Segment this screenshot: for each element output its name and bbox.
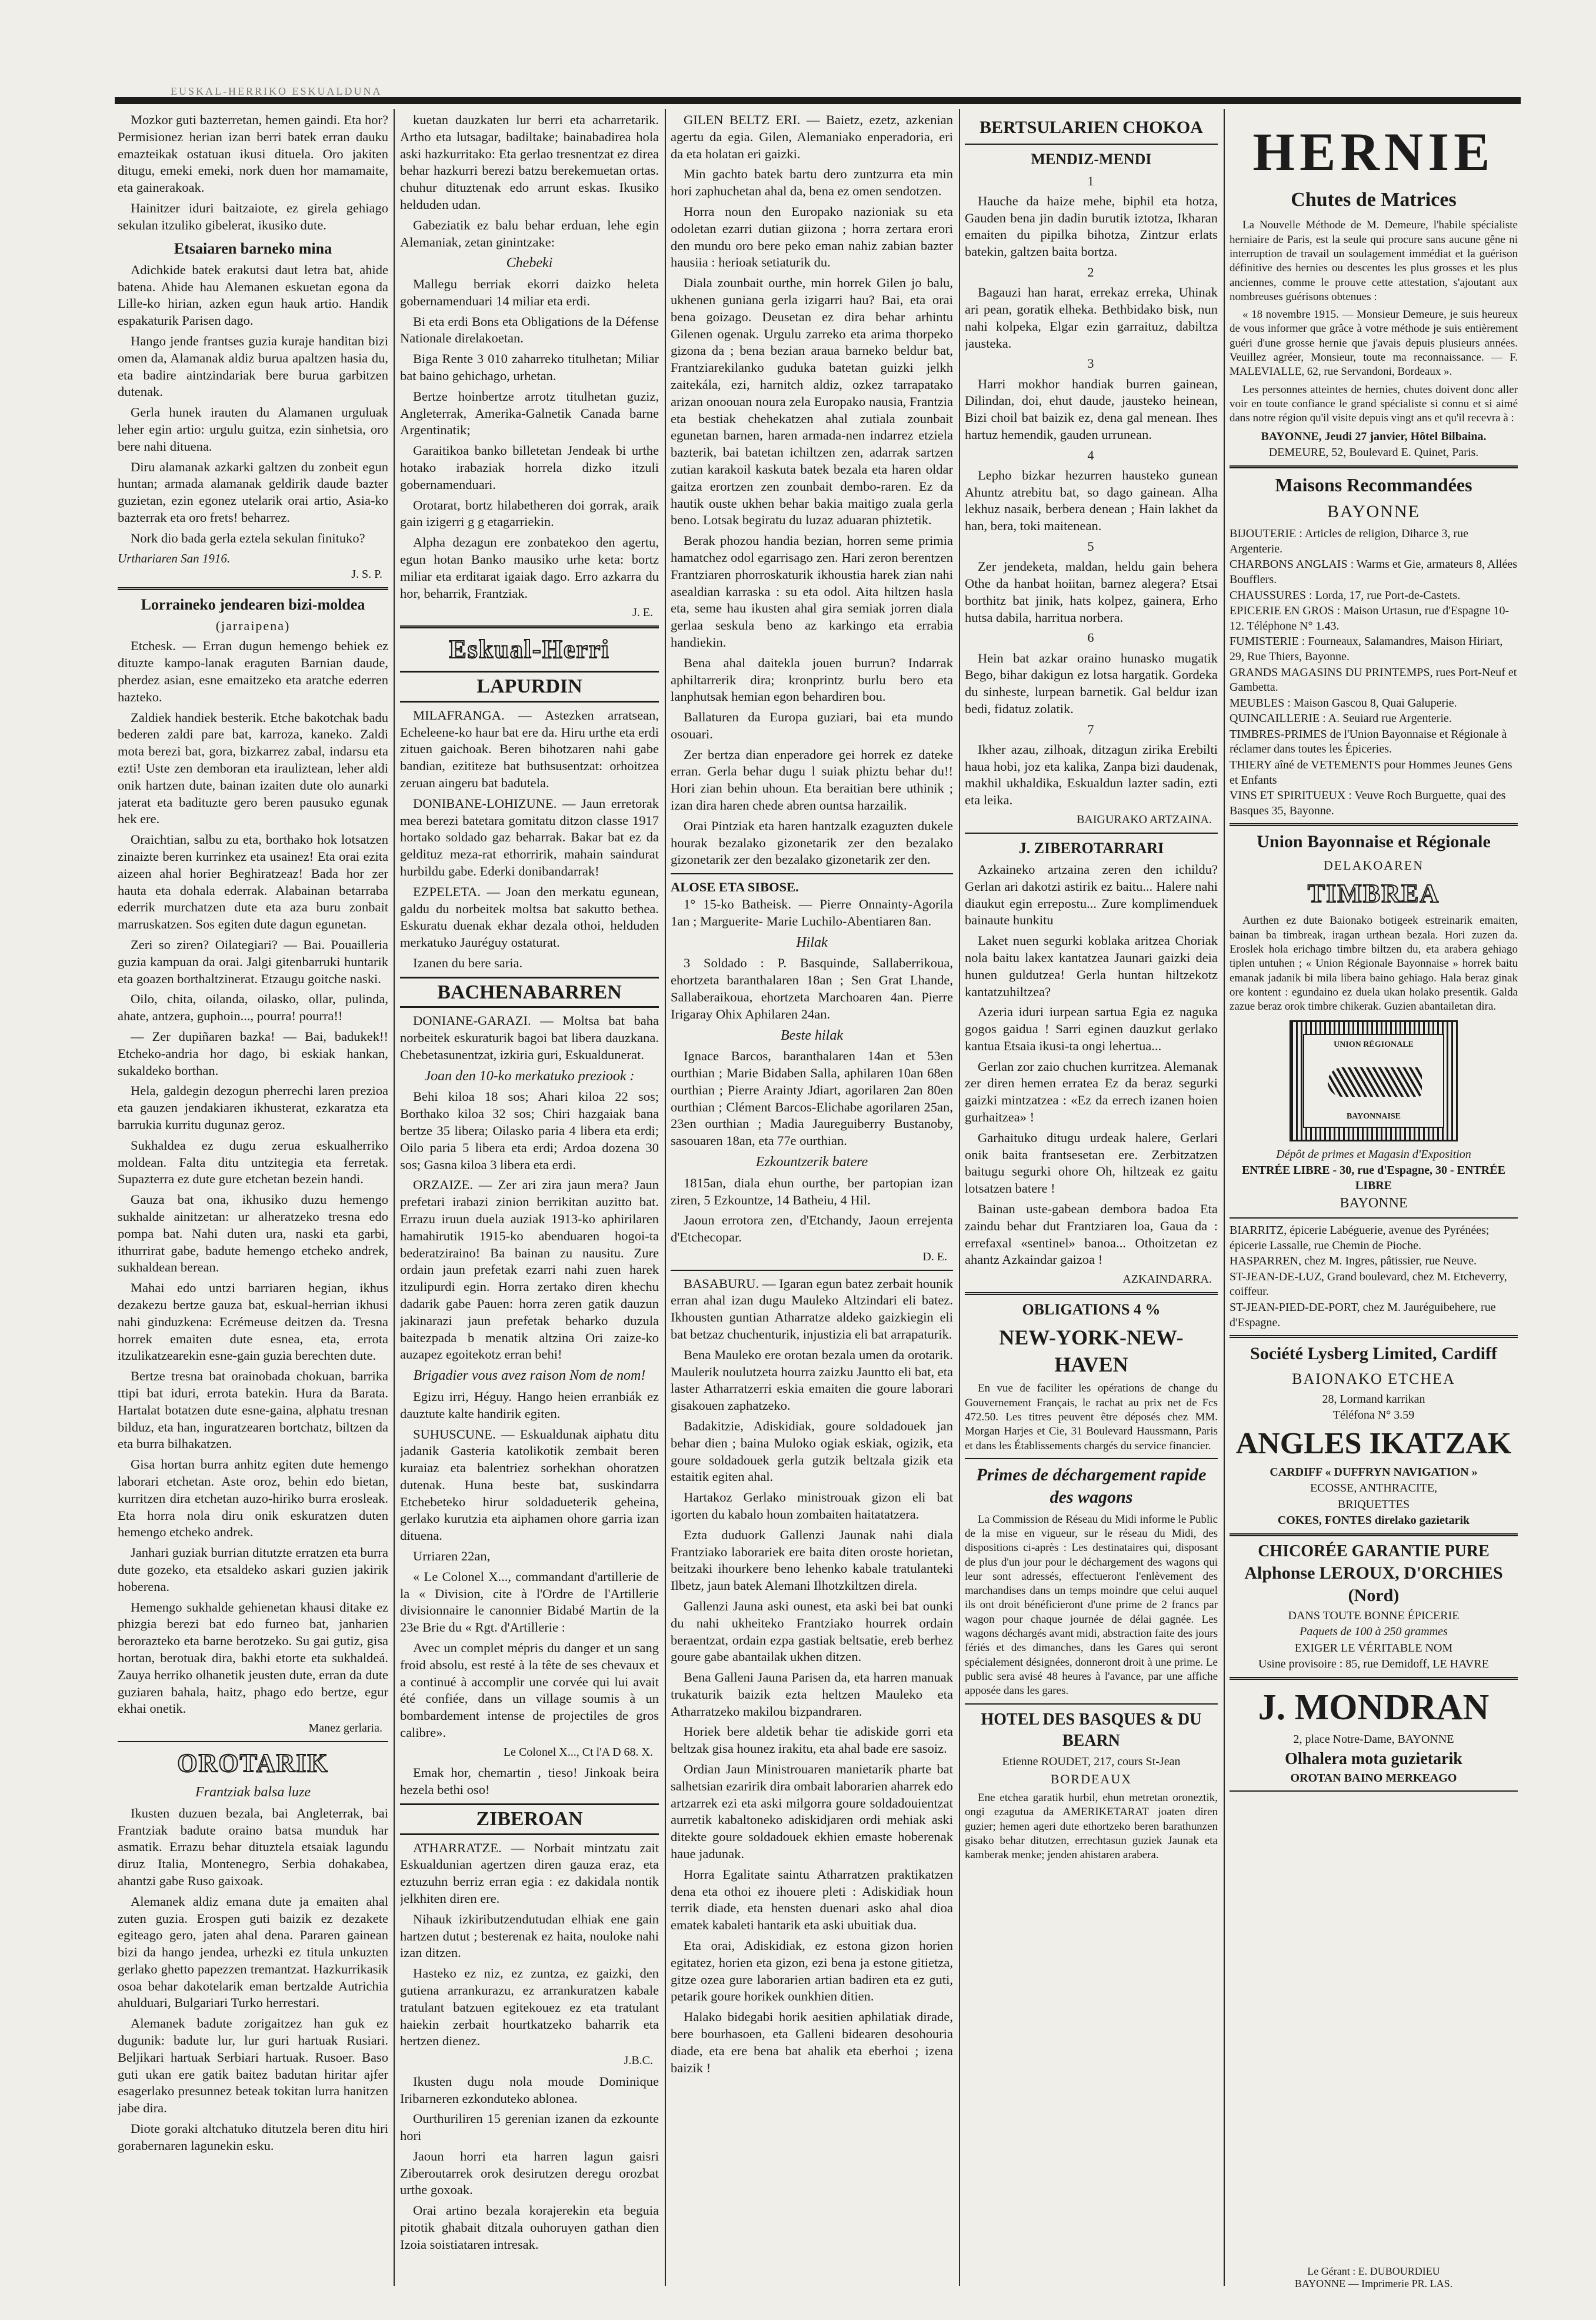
divider bbox=[1230, 1217, 1518, 1219]
ad-line: Paquets de 100 à 250 grammes bbox=[1300, 1625, 1448, 1639]
divider bbox=[671, 1270, 953, 1271]
article-heading: Frantziak balsa luze bbox=[195, 1785, 311, 1800]
depot-listing: HASPARREN, chez M. Ingres, pâtissier, rue Neuve. bbox=[1230, 1254, 1477, 1268]
paragraph: « Le Colonel X..., commandant d'artillerie de la « Division, cite à l'Ordre de l'Artillerie divisionnaire le canonnier Bidabé Martin de la 23e Brie du « Rgt. d'Artillerie : bbox=[400, 1569, 659, 1635]
ad-line: CARDIFF « DUFFRYN NAVIGATION » bbox=[1270, 1465, 1478, 1479]
divider bbox=[965, 1703, 1218, 1705]
subheading: Hilak bbox=[796, 934, 828, 950]
paragraph: Alemanek badute zorigaitzez han guk ez dugunik: badute lur, lur guri hartuak Rusiari. Beljikari hartuak Serbiari hartuak. Rusoer. Baso guti ukan ere gatik baitez badutan hiritar ajfer esagerlako presunnez beteak tokitan lurra hanitzen jabe dira. bbox=[118, 2016, 388, 2116]
paragraph: Berak phozou handia bezian, horren seme primia hamatchez odol egarrisago zen. Hari zeron berentzen Frantziaren phorroskaturik ikhoustia harek zian nahi asealdian karraska : su eta odol. Aita hiltzen hasla eta, seme hau ikusten ahal gira semiak jorren diala gerlaa seskula beno az karkingo eta errabia handiekin. bbox=[671, 533, 953, 650]
stanza-number: 4 bbox=[1087, 447, 1095, 462]
paragraph: Gisa hortan burra anhitz egiten dute hemengo laborari etchetan. Aste oroz, behin edo bietan, kurritzen dira etchetan auzo-hiriko burra erosleak. Eta horra nola diru onik eskuratzen duten hemengo etcheko andrek. bbox=[118, 1457, 388, 1540]
listing: CHAUSSURES : Lorda, 17, rue Port-de-Castets. bbox=[1230, 588, 1461, 602]
article-heading: Chebeki bbox=[506, 255, 553, 271]
listing: VINS ET SPIRITUEUX : Veuve Roch Burguette, quai des Basques 35, Bayonne. bbox=[1230, 789, 1506, 817]
ad-line: Dépôt de primes et Magasin d'Exposition bbox=[1276, 1147, 1471, 1161]
paragraph: Zeri so ziren? Oilategiari? — Bai. Pouailleria guzia kampuan da orai. Jalgi gitenbarruki huntarik eta goazen borthaltzinerat. Etzaugu goitche naski. bbox=[118, 937, 388, 986]
depot-listing: BIARRITZ, épicerie Labéguerie, avenue des Pyrénées; épicerie Lassalle, rue Chemin de Pioche. bbox=[1230, 1224, 1490, 1252]
divider bbox=[118, 1741, 388, 1742]
paragraph: Nork dio bada gerla eztela sekulan finituko? bbox=[131, 530, 365, 545]
paragraph: BASABURU. — Igaran egun batez zerbait hounik erran ahal izan dugu Mauleko Altzindari eli batez. Ikhousten guntian Atharratze aldeko gaizkiegin eli bat betzaz chuchenturik, injustizia eli bat arrapaturik. bbox=[671, 1276, 953, 1342]
paragraph: Halako bidegabi horik aesitien aphilatiak dirade, bere bourhasoen, eta Galleni bidearen desohouria diade, eta ere bena bat ahalik eta eberhoi ; izena baizik ! bbox=[671, 2009, 953, 2075]
quote: Brigadier vous avez raison Nom de nom! bbox=[413, 1368, 646, 1384]
ad-line: ENTRÉE LIBRE - 30, rue d'Espagne, 30 - ENTRÉE LIBRE bbox=[1242, 1164, 1505, 1192]
ad-body: « 18 novembre 1915. — Monsieur Demeure, je suis heureux de vous informer que grâce à votre méthode je suis entièrement guéri d'une grosse hernie que j'avais depuis plusieurs années. Veuillez agréer, Monsieur, toute ma reconnaissance. — F. MALEVIALLE, 62, rue Servandoni, Bordeaux ». bbox=[1230, 308, 1518, 378]
divider bbox=[965, 1458, 1218, 1459]
paragraph: Gauza bat ona, ikhusiko duzu hemengo sukhalde ainitzetan: ur alheratzeko tresna edo pompa bat. Nahi duten ura, naski eta garbi, ithurrirat gabe, badute hemengo etcheko andrek, sukhaldean berean. bbox=[118, 1192, 388, 1275]
paragraph: Hango jende frantses guzia kuraje handitan bizi omen da, Alamanak aldiz burua apaltzen hasia du, eta badire aintzindariak bere burua garbitzen dutenak. bbox=[118, 334, 388, 400]
paragraph: Horra noun den Europako nazioniak su eta odoletan ezarri dutian giizona ; horra zertara erori den mundu oro bere peko eman nahiz zabian bazter hausiia : herioak setiaturik du. bbox=[671, 204, 953, 270]
ad-banner: ANGLES IKATZAK bbox=[1235, 1427, 1512, 1460]
paragraph: Gerla hunek irauten du Alamanen urguluak leher egin artio: urgulu guitza, ezin sinhetsia, oro bere nahi dituena. bbox=[118, 405, 388, 454]
city-heading: BAYONNE bbox=[1327, 501, 1420, 521]
paragraph: EZPELETA. — Joan den merkatu egunean, galdu du norbeitek moltsa bat sakutto bethea. Eskuratu duenak ekhar dezala othoi, helduden merkatuko Jauréguy ostaturat. bbox=[400, 884, 659, 950]
ad-title: NEW-YORK-NEW-HAVEN bbox=[999, 1326, 1184, 1377]
listing: FUMISTERIE : Fourneaux, Salamandres, Maison Hiriart, 29, Rue Thiers, Bayonne. bbox=[1230, 635, 1503, 663]
stamp-label: BAYONNAISE bbox=[1346, 1111, 1401, 1121]
paragraph: Bena Mauleko ere orotan bezala umen da orotarik. Maulerik noulutzeta hourra zaizku Jauntto eli bat, eta laster Atharratzerri eskia emaiten die goure laborari gisakouen zaphatzeko. bbox=[671, 1347, 953, 1413]
paragraph: Bena Galleni Jauna Parisen da, eta harren manuak trukaturik baizik ezta heltzen Mauleko eta Atharratzeko makilou bizpandraren. bbox=[671, 1670, 953, 1719]
stanza-number: 7 bbox=[1087, 721, 1095, 737]
paragraph: — Zer dupiñaren bazka! — Bai, badukek!! Etcheko-andria hor dago, bi eskiak hankan, sukaldeko borthan. bbox=[118, 1029, 388, 1078]
paragraph: Nihauk izkiributzendutudan elhiak ene gain hartzen dutut ; besterenak ez haita, nouloke nahi izan ditzen. bbox=[400, 1911, 659, 1960]
paragraph: Emak hor, chemartin , tieso! Jinkoak beira hezela bethi oso! bbox=[400, 1765, 659, 1798]
article-heading: ALOSE ETA SIBOSE. bbox=[671, 880, 799, 895]
paragraph: Gallenzi Jauna aski ounest, eta aski bei bat ounki du nahi ukheiteko Frantziako hourrek ordain beraentzat, ordain ezpa gastiak beltsatie, ereb berhez goure gabe abantailak ukhen ditzen. bbox=[671, 1598, 953, 1665]
paragraph: Alpha dezagun ere zonbatekoo den agertu, egun hotan Banko mausiko urhe keta: bortz miliar eta erditarat igaiak dago. Erro azkarra du hor, beharrik, Frantziak. bbox=[400, 535, 659, 601]
ad-line: Usine provisoire : 85, rue Demidoff, LE HAVRE bbox=[1258, 1657, 1489, 1671]
article-subheading: (jarraipena) bbox=[215, 618, 291, 634]
ad-subtitle: DELAKOAREN bbox=[1323, 857, 1424, 873]
ad-subtitle: Alphonse LEROUX, D'ORCHIES (Nord) bbox=[1244, 1563, 1503, 1606]
gerant-line: Le Gérant : E. DUBOURDIEU bbox=[1307, 2265, 1440, 2277]
ad-line: EXIGER LE VÉRITABLE NOM bbox=[1294, 1641, 1453, 1655]
article-date: Urthariaren San 1916. bbox=[118, 551, 231, 565]
poem-title: J. ZIBEROTARRARI bbox=[1018, 839, 1164, 857]
ad-title: Union Bayonnaise et Régionale bbox=[1257, 832, 1491, 852]
paragraph: 1815an, diala ehun ourthe, ber partopian izan ziren, 5 Ezkountze, 14 Batheiu, 4 Hil. bbox=[671, 1175, 953, 1207]
stanza: Harri mokhor handiak burren gainean, Dilindan, doi, ehut daude, jausteko heinean, Bizi choil bat baizik ez, dena gal menean. Ihes hartuz hemendik, gauden urrunean. bbox=[965, 376, 1218, 442]
signature: Manez gerlaria. bbox=[308, 1722, 382, 1735]
section-heading: BERTSULARIEN CHOKOA bbox=[979, 118, 1203, 137]
paragraph: Izanen du bere saria. bbox=[413, 956, 523, 971]
signature: J. E. bbox=[632, 606, 653, 620]
paragraph: DONIBANE-LOHIZUNE. — Jaun erretorak mea berezi batetara gomitatu ditzon classe 1917 hortako soldado gaz beharrak. Bakar bat ez da geldituz meza-rat ethorririk, mahain saindurat hurbildu gabe. Ederki donibandarrak! bbox=[400, 795, 659, 879]
notice-heading: Primes de déchargement rapide des wagons bbox=[976, 1464, 1207, 1507]
paragraph: Zaldiek handiek besterik. Etche bakotchak badu bederen zaldi pare bat, karroza, kaneko. Zaldi mota berezi bat, gora, bizkarrez zabal, indarsu eta ezti! Uste zen demboran eta irauliztean, leher aldi onik hartzen dute, bainan izaiten dute olo aunarki jaterat eta badituzte gero beren pausuko egunak hek ere. bbox=[118, 710, 388, 827]
paragraph: Ourthuriliren 15 gerenian izanen da ezkounte hori bbox=[400, 2111, 659, 2143]
signature: J. S. P. bbox=[351, 568, 382, 581]
ad-subtitle: BAIONAKO ETCHEA bbox=[1292, 1370, 1455, 1387]
paragraph: Horra Egalitate saintu Atharratzen praktikatzen dena eta othoi ez ihouere pleti : Adiskidiak houn terrik diade, eta hensten duenari asko ahal dioa ematek kabaleti hantarik eta aski ubuitiak dua. bbox=[671, 1866, 953, 1933]
ad-address: 28, Lormand karrikan bbox=[1322, 1392, 1425, 1406]
subheading: Ezkountzerik batere bbox=[755, 1154, 868, 1170]
ad-title: J. MONDRAN bbox=[1258, 1687, 1490, 1727]
paragraph: Badakitzie, Adiskidiak, goure soldadouek jan behar dien ; baina Muloko ogiak eskiak, ogizik, eta goure soldadouek gerla gutzik beltzala gizik eta estaitik egiten ahal. bbox=[671, 1418, 953, 1484]
paragraph: Orotarat, bortz hilabetheren doi gorrak, araik gain izigerri g g etagarriekin. bbox=[400, 497, 659, 530]
paragraph: Mahai edo untzi barriaren hegian, ikhus dezakezu bertze gauza bat, eskual-herrian ikhusi nahi ginduzkena: Ecrémeuse deitzen da. Tresna horrek emaiten dute esnea, eta, errota itzulikatzearekin esne-gain guzia berechten dute. bbox=[118, 1280, 388, 1363]
paragraph: DONIANE-GARAZI. — Moltsa bat baha norbeitek eskuraturik bagoi bat libera dauzkana. Chebetasunentzat, izkiria guri, Eskualdunerat. bbox=[400, 1013, 659, 1062]
trading-stamp-image bbox=[1290, 1020, 1458, 1141]
ad-body: Aurthen ez dute Baionako botigeek estreinarik emaiten, bainan ba timbreak, iragan urthean bezala. Hori zuzen da. Eroslek hola erichago timbre biltzen du, eta arabera gehiago tiplen untuhen ; « Union Régionale Bayonnaise » horrek baitu emanak jadanik bi mila libera baino gehiago. Hala beraz ginak ore kontent : egundaino ez duela ukan holako presentik. Galda zazue beraz orok timbre chikerak. Guzien abantailetan dira. bbox=[1230, 914, 1518, 1013]
paragraph: Jaoun errotora zen, d'Etchandy, Jaoun errejenta d'Etchecopar. bbox=[671, 1213, 953, 1245]
paragraph: Ballaturen da Europa guziari, bai eta mundo osouari. bbox=[671, 710, 953, 741]
stanza-number: 3 bbox=[1087, 356, 1095, 371]
paragraph: Bertze hoinbertze arrotz titulhetan guziz, Angleterrak, Amerika-Galnetik Canada barne Argentinatik; bbox=[400, 388, 659, 438]
ad-banner: TIMBREA bbox=[1307, 879, 1440, 908]
depot-listing: ST-JEAN-DE-LUZ, Grand boulevard, chez M. Etcheverry, coiffeur. bbox=[1230, 1270, 1507, 1299]
paragraph: Alemanek aldiz emana dute ja emaiten ahal zuten guzia. Erospen guti baizik ez dezakete egiteago gero, jaten ahal dena. Pararen gainean bizi da hango jendea, urhezki ez titula unkuzten gerlako ghetto papezzen tremantzat. Hazkurrikasik osoa behar dakotelarik eman bertzalde Autrichia ahulduari, Bulgariari Turko herrestari. bbox=[118, 1893, 388, 2011]
paragraph: Eta orai, Adiskidiak, ez estona gizon horien egitatez, horien eta gizon, ezi bena ja estone gitietza, gitze ozea gure laborarien artian badiren eta ez guti, petarik goure horikek ounkhien ditien. bbox=[671, 1938, 953, 2004]
ad-line: COKES, FONTES direlako gazietarik bbox=[1277, 1514, 1470, 1527]
paragraph: Jaoun horri eta harren lagun gaisri Ziberoutarrek orok desirutzen deregu orozbat urthe goxoak. bbox=[400, 2148, 659, 2198]
column-5 bbox=[1230, 112, 1518, 2289]
listing: TIMBRES-PRIMES de l'Union Bayonnaise et Régionale à réclamer dans toutes les Épiceries. bbox=[1230, 727, 1507, 756]
paragraph: 3 Soldado : P. Basquinde, Sallaberrikoua, ehortzeta baranthalaren 18an ; Sen Grat Lhande, Sallaberaikoua, ehortzeta Marchoaren 4an. Pierre Irigaray Ohix Aphilaren 24an. bbox=[671, 956, 953, 1021]
paragraph: Mallegu berriak ekorri daizko heleta gobernamenduari 14 miliar eta erdi. bbox=[400, 277, 659, 308]
stanza: Ikher azau, zilhoak, ditzagun zirika Erebilti haua hobi, joz eta kalika, Zanpa bizi daudenak, makhil ukhaldika, Eskualdun lazter sadin, ezti eta leika. bbox=[965, 741, 1218, 808]
paragraph: Diru alamanak azkarki galtzen du zonbeit egun huntan; armada alamanak geldirik daude bazter guzietan, ezin egonez utelarik orai artio, Asia-ko bazterrak eta oro frets! beharrez. bbox=[118, 459, 388, 525]
region-heading: ZIBEROAN bbox=[400, 1803, 659, 1835]
paragraph: Oilo, chita, oilanda, oilasko, ollar, pulinda, ahate, antzera, guphoin..., pourra! pourra!! bbox=[118, 991, 388, 1024]
stanza: Garhaituko ditugu urdeak halere, Gerlari onik baita frantsesetan ere. Zerbitzatzen baitugu segurki ohore Oh, hiltzeak ez gaitu lotsatzen batere ! bbox=[965, 1130, 1218, 1196]
paragraph: Avec un complet mépris du danger et un sang froid absolu, est resté à la tête de ses chevaux et a continué à accomplir une corvée qui lui avait été confiée, dans un village soumis à un bombardement intense de projectiles de gros calibre». bbox=[400, 1640, 659, 1740]
paragraph: Ezta duduork Gallenzi Jaunak nahi diala Frantziako laborariek ere baita diten oroste horietan, beitzaki ihourkere beno lehenko kabale tratulanteki Ilbetz, jaun batek Alemani Ilhotzkiltzen direla. bbox=[671, 1527, 953, 1593]
ad-heading: OBLIGATIONS 4 % bbox=[1022, 1300, 1161, 1318]
section-heading: Maisons Recommandées bbox=[1275, 474, 1472, 495]
section-banner: Eskual-Herri bbox=[449, 635, 610, 664]
ad-phone: Téléfona N° 3.59 bbox=[1332, 1409, 1415, 1422]
column-1 bbox=[118, 112, 388, 2289]
stanza-number: 6 bbox=[1087, 630, 1095, 645]
ad-line: ECOSSE, ANTHRACITE, bbox=[1310, 1482, 1438, 1495]
listing: EPICERIE EN GROS : Maison Urtasun, rue d'Espagne 10-12. Téléphone N° 1.43. bbox=[1230, 604, 1510, 633]
paragraph: Diote goraki altchatuko ditutzela beren ditu hiri gorabernaren lagunekin esku. bbox=[118, 2121, 388, 2153]
paragraph: Hartakoz Gerlako ministrouak gizon eli bat igorten du kabalo houn zombaiten haitatatzera. bbox=[671, 1490, 953, 1522]
paragraph: Horiek bere aldetik behar tie adiskide gorri eta beltzak gisa hounez irakitu, eta ahal bade ere sasoiz. bbox=[671, 1724, 953, 1756]
divider bbox=[671, 873, 953, 874]
ad-title: HOTEL DES BASQUES & DU BEARN bbox=[981, 1710, 1202, 1750]
subheading: Joan den 10-ko merkatuko preziook : bbox=[424, 1068, 635, 1084]
paragraph: GILEN BELTZ ERI. — Baietz, ezetz, azkenian agertu da egia. Gilen, Alemaniako enperadoria, eri da eta holatan eri gaizki. bbox=[671, 112, 953, 161]
signature: AZKAINDARRA. bbox=[1122, 1273, 1212, 1286]
paragraph: Gabeziatik ez balu behar erduan, lehe egin Alemaniak, zetan ginintzake: bbox=[400, 217, 659, 249]
ad-body: Ene etchea garatik hurbil, ehun metretan oroneztik, ongi ezagutua da AMERIKETARAT joaten diren guzier; hemen ageri dute ethortzeko beren barathunzen gisako behar ditutzen, errechtasun guziek Jaunak eta kamberak menke; jenden ahistaren arabera. bbox=[965, 1792, 1218, 1862]
ad-title: CHICORÉE GARANTIE PURE bbox=[1258, 1542, 1490, 1560]
stanza-number: 5 bbox=[1087, 539, 1095, 554]
divider bbox=[118, 587, 388, 590]
ad-line: DANS TOUTE BONNE ÉPICERIE bbox=[1288, 1609, 1460, 1622]
paragraph: Orai artino bezala korajerekin eta beguia pitotik ghabait ditzala ouhoruyen gathan dien Izoia soistiataren intresak. bbox=[400, 2203, 659, 2252]
divider bbox=[965, 833, 1218, 834]
notice-body: La Commission de Réseau du Midi informe le Public de la mise en vigueur, sur le réseau du Midi, des dispositions ci-après : Les destinataires qui, disposant de plus d'un jour pour le déchargement des wagons qui leur sont adressés, effectueront l'enlèvement des marchandises dans un temps moindre que celui auquel ils ont droit bénéficieront d'une prime de 2 francs par wagon pour chaque journée de délai gagnée. Les wagons déchargés avant midi, abstraction faite des jours fériés et des dimanches, dans les Gares qui seront spécialement désignées, donneront droit à une prime. Le public sera avisé 48 heures à l'avance, par une affiche apposée dans les gares. bbox=[965, 1513, 1218, 1697]
divider bbox=[1230, 1677, 1518, 1680]
divider bbox=[965, 1292, 1218, 1295]
printer-line: BAYONNE — Imprimerie PR. LAS. bbox=[1294, 2278, 1453, 2289]
header-strip: EUSKAL-HERRIKO ESKUALDUNA bbox=[171, 85, 382, 97]
column-3 bbox=[671, 112, 953, 2289]
stanza-number: 1 bbox=[1087, 173, 1095, 188]
poem-title: MENDIZ-MENDI bbox=[1031, 151, 1152, 168]
paragraph: 1° 15-ko Batheisk. — Pierre Onnainty-Agorila 1an ; Marguerite- Marie Luchilo-Abentiaren 8an. bbox=[671, 897, 953, 928]
ad-city: BAYONNE bbox=[1340, 1196, 1408, 1211]
paragraph: kuetan dauzkaten lur berri eta acharretarik. Artho eta lutsagar, badiltake; bainabadirea hola aski hazkurritako: Eta gerlao tresnentzat ez direa behar hazkurri berezi batzu berekemuetan ortas. chuhur dituztenak edo arrunt eskas. Ikusiko helduden udan. bbox=[400, 112, 659, 212]
subheading: Beste hilak bbox=[781, 1027, 843, 1043]
stanza: Zer jendeketa, maldan, heldu gain behera Othe da hanbat hoiitan, barnez alegera? Etsai borthitz bat jinik, hats kolpez, gainera, Erho hutsa dabila, harritua norbera. bbox=[965, 559, 1218, 625]
paragraph: Bi eta erdi Bons eta Obligations de la Défense Nationale direlakoetan. bbox=[400, 314, 659, 346]
ad-body: La Nouvelle Méthode de M. Demeure, l'habile spécialiste herniaire de Paris, est la seule qui procure sans aucune gêne ni interruption de travail un soulagement immédiat et la guérison définitive des hernies ou descentes les plus grosses et les plus anciennes, comme le prouve cette attestation, s'ajoutant aux nombreuses guérisons obtenues : bbox=[1230, 219, 1518, 303]
stamp-frame bbox=[1303, 1034, 1444, 1128]
paragraph: Etchesk. — Erran dugun hemengo behiek ez dituzte kampo-lanak eraguten Barnian daude, pherdez asian, esne emaitzeko eta aratche ederren hazteko. bbox=[118, 638, 388, 704]
ad-title: Société Lysberg Limited, Cardiff bbox=[1250, 1344, 1497, 1364]
paragraph: Diala zounbait ourthe, min horrek Gilen jo balu, ukhenen guniana gerla izigarri hau? Bai, eta orai bena goizago. Deusetan ez dira behar arhintu Gilenen ogenak. Urgulu zarreko eta arima thorpeko gizona da ; bena bezian araua barneko beldur bat, Frantziarekilanko guduka batetan guizki jelkh zaitekála, ezi, harnitch aldiz, ozkez tarrapatako arizan onoouan noura zela Europako nausia, Frantzia eta bestiak chehekatzen ahal zutiala zounbait egunetan barnen, haren armada-nen indarrez etziela bazterik, bai batetan ichiltzen zen, adarrak sartzen zutian karakoil kaskuta batek bezala eta haren oldar gaitza erortzen zen zounbait dembo-raren. Ez da hautik ouste ukhen behar bakia maitigo zuala gerla beno. Lotsak begiratu du luzaz aduaran phiztetik. bbox=[671, 275, 953, 528]
listing: QUINCAILLERIE : A. Seuiard rue Argenterie. bbox=[1230, 712, 1452, 725]
region-heading: LAPURDIN bbox=[400, 671, 659, 703]
paragraph: Adichkide batek erakutsi daut letra bat, ahide batena. Ahide hau Alemanen eskuetan egona da Lille-ko hirian, azken egun hauk artio. Handik espakaturik Parisen dago. bbox=[118, 262, 388, 328]
ad-location: BAYONNE, Jeudi 27 janvier, Hôtel Bilbaina. bbox=[1261, 430, 1487, 443]
listing: GRANDS MAGASINS DU PRINTEMPS, rues Port-Neuf et Gambetta. bbox=[1230, 665, 1517, 694]
paragraph: Biga Rente 3 010 zaharreko titulhetan; Miliar bat baino gehichago, urhetan. bbox=[400, 351, 659, 384]
stamp-label: UNION RÉGIONALE bbox=[1334, 1040, 1414, 1049]
paragraph: Hemengo sukhalde gehienetan khausi ditake ez phizgia berezi bat edo furneo bat, janharien berorazteko eta barne berotzeko. Su gai gutiz, gisa hortan, berotuak dira, bakhi etorte eta sukhaldeá. Zauya herriko olhanetik jeusten dute, erran da dute guziaren bahala, haitz, phago edo bertze, egur ekhai onetik. bbox=[118, 1599, 388, 1716]
paragraph: Mozkor guti bazterretan, hemen gaindi. Eta hor? Permisionez herian izan berri batek erran dauku emazteikak ostatuan ikusi dituela. Oro jakiten ditugu, emeki emeki, nork duen hor mamamaite, eta gainerakoak. bbox=[118, 112, 388, 195]
stanza: Gerlan zor zaio chuchen kurritzea. Alemanak zer diren hemen erratea Ez da beraz segurki gaizki mintzatzea : «Ez da errech izanen hoien gurhaitzea» ! bbox=[965, 1059, 1218, 1125]
paragraph: ATHARRATZE. — Norbait mintzatu zait Eskualdunian agertzen diren gauza eraz, eta eztuzuhn berriz erran egia : ez dakidala nontik jelkhiten diren ere. bbox=[400, 1840, 659, 1906]
divider bbox=[1230, 465, 1518, 468]
paragraph: Janhari guziak burrian ditutzte erratzen eta burra dute gozeko, eta etsaldeko askari guzien jakirik hoberena. bbox=[118, 1545, 388, 1594]
article-heading: Lorraineko jendearen bizi-moldea bbox=[141, 596, 365, 614]
listing: BIJOUTERIE : Articles de religion, Diharce 3, rue Argenterie. bbox=[1230, 527, 1468, 555]
stanza: Azkaineko artzaina zeren den ichildu? Gerlan ari dakotzi astirik ez baitu... Halere nahi diaukut egin errepostu... Zure komplimenduek bainaute hunkitu bbox=[965, 861, 1218, 928]
paragraph: Behi kiloa 18 sos; Ahari kiloa 22 sos; Borthako kiloa 32 sos; Chiri hazgaiak bana bertze 35 libera; Oilasko paria 4 libera eta erdi; Oilo paria 5 libera eta erdi; Ardoa dozena 30 sos; Gasna kiloa 3 libera eta erdi. bbox=[400, 1089, 659, 1172]
stanza-number: 2 bbox=[1087, 265, 1095, 279]
stanza: Azeria iduri iurpean sartua Egia ez naguka gogos gaidua ! Sarri eginen dauzkut gerlako kantua Etsaia ikusi-ta ongi lehertua... bbox=[965, 1004, 1218, 1053]
paragraph: Ignace Barcos, baranthalaren 14an et 53en ourthian ; Marie Bidaben Salla, aphilaren 10an 68en ourthian ; Pierre Arainty Jdiart, agorilaren 2an 80en ourthian ; Clément Barcos-Elichabe agorilaren 25an, 23en ourthian ; Madia Jaureguiberry Bustanoby, sasouaren 18an, eta 77e ourthian. bbox=[671, 1049, 953, 1149]
section-banner: OROTARIK bbox=[177, 1748, 329, 1778]
signature: J.B.C. bbox=[624, 2054, 653, 2068]
paragraph: Garaitikoa banko billetetan Jendeak bi urthe hotako irabaziak horrela dizko itzuli gobernamenduari. bbox=[400, 443, 659, 492]
ad-city: BORDEAUX bbox=[1050, 1771, 1132, 1786]
divider bbox=[400, 625, 659, 628]
ad-body: En vue de faciliter les opérations de change du Gouvernement Français, le rachat au prix net de Fcs 472.50. Les titres peuvent être déposés chez MM. Morgan Harjes et Cie, 31 Boulevard Haussmann, Paris et dans les Établissements chargés du service financier. bbox=[965, 1382, 1218, 1452]
depot-listing: ST-JEAN-PIED-DE-PORT, chez M. Jauréguibehere, rue d'Espagne. bbox=[1230, 1300, 1496, 1329]
paragraph: ORZAIZE. — Zer ari zira jaun mera? Jaun prefetari irabazi zinion berrikitan auzitto bat. Errazu iruun duela auziak 1913-ko aphirilaren hamahirutik 1915-ko abenduaren hogoi-ta bederatziraino! Ba bainan zu nausitu. Zure ordain jaun prefetak ezarri nahi zuen harek itzulipurdi egin. Horra zertako diren khechu dadarik gabe Pauen: horra zeren gatik dauzun jakinarazi jaun prefetak beharko duzula baitezpada b menatik altzina Ori zaize-ko auzapez egoitekotz erran behi! bbox=[400, 1177, 659, 1362]
divider bbox=[965, 144, 1218, 145]
article-heading: Etsaiaren barneko mina bbox=[174, 239, 332, 257]
column-rule bbox=[959, 109, 960, 2286]
listing: MEUBLES : Maison Gascou 8, Quai Galuperie. bbox=[1230, 696, 1457, 710]
paragraph: SUHUSCUNE. — Eskualdunak aiphatu ditu jadanik Gasteria katolikotik zembait beren kuraiaz eta balentriez sorhekhan ohoratzen dutenak. Huna beste bat, suskindarra Etchebeteko hirur soldadueterik geheina, gerlako kurutzia eta aiphamen ohore garria izan dituena. bbox=[400, 1426, 659, 1543]
paragraph: Min gachto batek bartu dero zuntzurra eta min hori zaphuchetan ahal da, bena ez omen sendotzen. bbox=[671, 167, 953, 199]
column-rule bbox=[665, 109, 666, 2286]
stanza: Bainan uste-gabean dembora badoa Eta zaindu behar dut Frantziaren loa, Gaua da : errefaxal «sentinel» banoa... Othoitzetan ez ahantz Azkaindar gaizoa ! bbox=[965, 1201, 1218, 1267]
paragraph: Bertze tresna bat orainobada chokuan, barrika ttipi bat iduri, errota batekin. Hura da Barata. Hartalat botatzen dute esne-gaina, alphatu tresnan bilduz, eta han, inguratzearen bortchatz, biltzen da eta burra bilhakatzen. bbox=[118, 1369, 388, 1452]
column-rule bbox=[1224, 109, 1225, 2286]
stanza: Bagauzi han harat, errekaz erreka, Uhinak ari pean, goratik elheka. Bethbidako bisk, nun nahi kolpeka, Elgar ezin garraituz, dabiltza jausteka. bbox=[965, 285, 1218, 351]
stanza: Laket nuen segurki koblaka aritzea Choriak nola baitu lakex kantatzea Jaunari gaizki deia hunen guldutzea! Gerla huntan hiltzekotz kantatzuhiltzea? bbox=[965, 933, 1218, 999]
paragraph: Hainitzer iduri baitzaiote, ez girela gehiago sekulan itzuliko gibelerat, ikusiko dute. bbox=[118, 200, 388, 232]
ad-address: Etienne ROUDET, 217, cours St-Jean bbox=[1002, 1755, 1181, 1769]
ad-line: OROTAN BAINO MERKEAGO bbox=[1290, 1771, 1457, 1785]
paragraph: Ikusten dugu nola moude Dominique Iribarneren ezkonduteko ablonea. bbox=[400, 2073, 659, 2106]
paragraph: Hela, galdegin dezogun pherrechi laren prezioa eta gauzen jendakiaren ikhusterat, ezkaratza eta barrukia kurritu dugunaz geroz. bbox=[118, 1083, 388, 1132]
divider bbox=[1230, 1790, 1518, 1792]
ad-address: DEMEURE, 52, Boulevard E. Quinet, Paris. bbox=[1268, 446, 1479, 460]
paragraph: MILAFRANGA. — Astezken arratsean, Echeleene-ko haur bat ere da. Hiru urthe eta erdi zituen gaichoak. Beren bihotzaren nahi gabe bandian, ezititeze bat buthsusentzat: orhoitzea zeruan aingeru bat badutela. bbox=[400, 707, 659, 791]
signature: Le Colonel X..., Ct l'A D 68. X. bbox=[503, 1745, 653, 1759]
paragraph: Bena ahal daitekla jouen burrun? Indarrak aphiltarrerik dira; kronprintz burlu bero eta lanphutsak hemian egon behardiren bou. bbox=[671, 655, 953, 704]
stanza: Lepho bizkar hezurren hausteko gunean Ahuntz atrebitu bat, so dago gainean. Alha lekhuz nasaik, berbera denean ; Hain lakhet da han, bera, toki maitenean. bbox=[965, 467, 1218, 534]
divider bbox=[1230, 1533, 1518, 1536]
paragraph: Zer bertza dian enperadore gei horrek ez dateke erran. Gerla behar dugu l suiak phiztu behar du!! Hori zian behin uhoun. Eta beraitian bere uthinik ; izan dira haren chede abren ountsa harzailik. bbox=[671, 747, 953, 813]
signature: BAIGURAKO ARTZAINA. bbox=[1077, 813, 1212, 827]
top-rule bbox=[115, 97, 1521, 104]
divider bbox=[1230, 1335, 1518, 1338]
ad-body: Les personnes atteintes de hernies, chutes doivent donc aller voir en toute confiance le grand spécialiste si connu et si aimé dans notre région qu'il visite depuis vingt ans et qu'il recevra à : bbox=[1230, 383, 1518, 425]
paragraph: Urriaren 22an, bbox=[413, 1549, 491, 1564]
ad-title: HERNIE bbox=[1252, 122, 1495, 182]
signature: D. E. bbox=[922, 1250, 947, 1263]
ad-address: 2, place Notre-Dame, BAYONNE bbox=[1293, 1733, 1454, 1746]
paragraph: Sukhaldea ez dugu zerua eskualherriko moldean. Falta ditu untzitegia eta ferretak. Supazterra ez dute gure etchetan bezein handi. bbox=[118, 1137, 388, 1187]
ad-subtitle: Chutes de Matrices bbox=[1291, 188, 1457, 211]
paragraph: Egizu irri, Héguy. Hango heien erranbiák ez dauztute kalte handirik egiten. bbox=[400, 1389, 659, 1421]
column-rule bbox=[394, 109, 395, 2286]
paragraph: Ordian Jaun Ministrouaren manietarik pharte bat salhetsian ezaririk dira ombait laborarien aharrek edo artzarrek ezi eta aski milgorra goure soldadouientzat aurretik kabaltoneko adiskidjaren ordi mehiak aski ditekte goure soldadouek ekhien emaste hoberenak haue jadunak. bbox=[671, 1762, 953, 1862]
listing: THIERY aîné de VETEMENTS pour Hommes Jeunes Gens et Enfants bbox=[1230, 758, 1512, 787]
paragraph: Oraichtian, salbu zu eta, borthako hok lotsatzen zinaizte beren kurrinkez eta usainez! Eta orai ezita aizeen ahal horier Beghiratzeaz! Bada hor zer hauta eta dohala ederrak. Alabainan betarraba ederrik murchatzen dute eta aza buru zonbait marruskatzen. Sos egiten dute dagun egunetan. bbox=[118, 832, 388, 932]
imprint bbox=[1241, 2265, 1506, 2290]
stanza: Hein bat azkar oraino hunasko mugatik Bego, bihar dakigun ez lotsa hargatik. Gordeka du sinheste, lurpean barnetik. Gal beldur izan bedi, fidatuz zolatik. bbox=[965, 650, 1218, 716]
ad-line: BRIQUETTES bbox=[1337, 1497, 1410, 1511]
paragraph: Orai Pintziak eta haren hantzalk ezaguzten dukele hourak bezalako gizonetarik zer den bezalako gizonetarik zer den bezalako gizonetarik zer den. bbox=[671, 818, 953, 867]
stamp-emblem bbox=[1328, 1067, 1422, 1097]
divider bbox=[1230, 823, 1518, 826]
column-4 bbox=[965, 112, 1218, 2289]
paragraph: Hasteko ez niz, ez zuntza, ez gaizki, den gutiena arrankurazu, ez arrankuratzen kabale tratulant batzuen egitekouez ez eta tratulant haiekin zerbait hourtkatzeko baharrik eta hertzen dienez. bbox=[400, 1966, 659, 2049]
listing: CHARBONS ANGLAIS : Warms et Gie, armateurs 8, Allées Boufflers. bbox=[1230, 558, 1518, 586]
column-2 bbox=[400, 112, 659, 2289]
stanza: Hauche da haize mehe, biphil eta hotza, Gauden bena jin dadin burutik iztotza, Ikharan emaiten du pipilka bihotza, Zintzur erlats batekin, galtzen baita bortza. bbox=[965, 193, 1218, 259]
region-heading: BACHENABARREN bbox=[400, 977, 659, 1008]
paragraph: Ikusten duzuen bezala, bai Angleterrak, bai Frantziak badute oraino batsa munduk har asmatik. Errazu behar dituztela etsaiak lagundu diruz Italia, Montenegro, Serbia dohakabea, ahantzi gabe Ruso gaixoak. bbox=[118, 1805, 388, 1888]
ad-subtitle: Olhalera mota guzietarik bbox=[1285, 1749, 1462, 1768]
